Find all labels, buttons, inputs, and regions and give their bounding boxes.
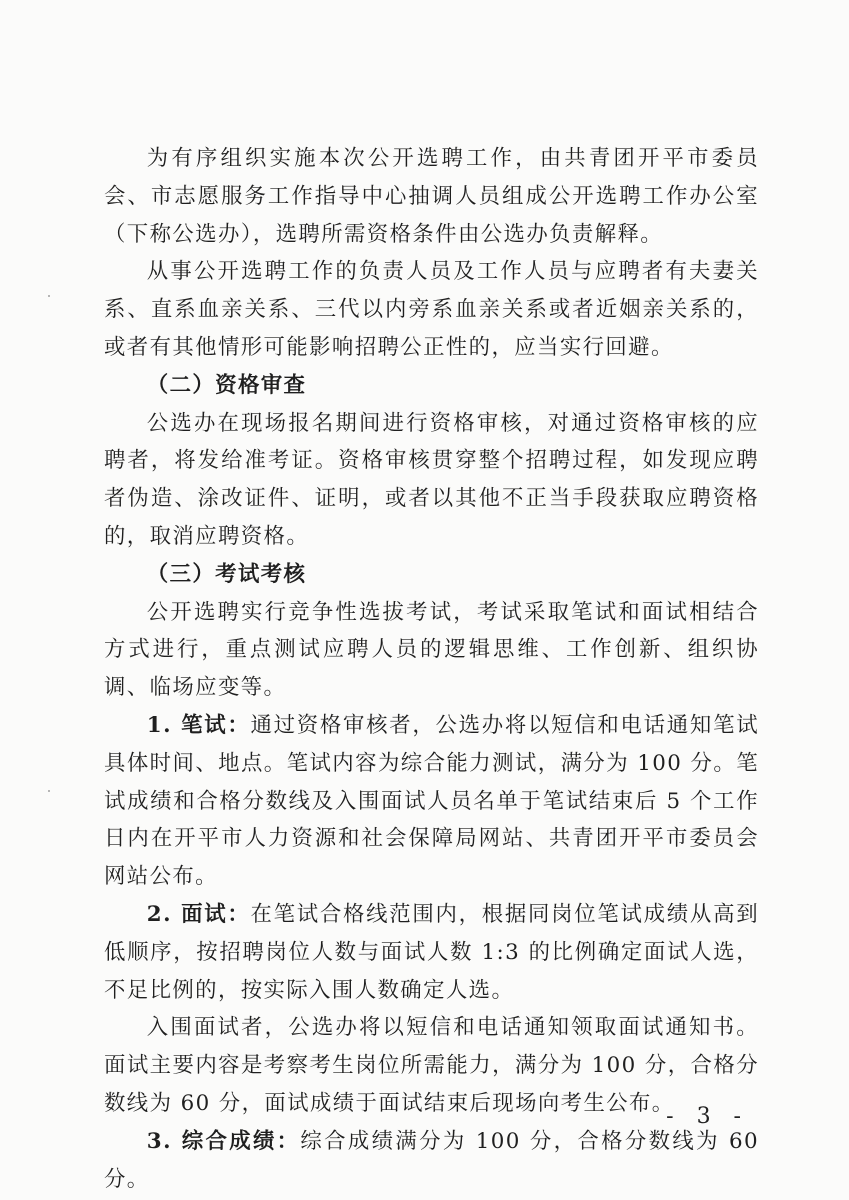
paragraph-text: 在笔试合格线范围内，根据同岗位笔试成绩从高到低顺序，按招聘岗位人数与面试人数 1:3 的比例确定面试人选，不足比例的，按实际入围人数确定人选。 [104, 901, 759, 1003]
margin-mark [48, 790, 50, 792]
section-heading-text: （二）资格审查 [146, 372, 307, 398]
paragraph-text: 从事公开选聘工作的负责人员及工作人员与应聘者有夫妻关系、直系血亲关系、三代以内旁系血亲关系或者近姻亲关系的，或者有其他情形可能影响招聘公正性的，应当实行回避。 [104, 259, 759, 360]
paragraph [104, 1123, 759, 1199]
paragraph [104, 140, 759, 253]
paragraph-lead: 3. 综合成绩： [146, 1128, 301, 1154]
section-heading [104, 556, 759, 594]
page-number: - 3 - [666, 1104, 749, 1129]
paragraph-text: 公开选聘实行竞争性选拔考试，考试采取笔试和面试相结合方式进行，重点测试应聘人员的逻辑思维、工作创新、组织协调、临场应变等。 [104, 599, 759, 701]
paragraph [104, 1009, 759, 1122]
paragraph-text: 为有序组织实施本次公开选聘工作，由共青团开平市委员会、市志愿服务工作指导中心抽调人员组成公开选聘工作办公室（下称公选办），选聘所需资格条件由公选办负责解释。 [104, 146, 759, 247]
section-heading [104, 367, 759, 405]
paragraph-text: 入围面试者，公选办将以短信和电话通知领取面试通知书。面试主要内容是考察考生岗位所需能力，满分为 100 分，合格分数线为 60 分，面试成绩于面试结束后现场向考生公布。 [104, 1015, 759, 1116]
document-body [104, 140, 759, 1198]
paragraph-lead: 1. 笔试： [146, 712, 251, 738]
paragraph [104, 896, 759, 1009]
paragraph [104, 594, 759, 707]
paragraph-text: 综合成绩满分为 100 分，合格分数线为 60 分。 [104, 1128, 759, 1192]
paragraph-text: 通过资格审核者，公选办将以短信和电话通知笔试具体时间、地点。笔试内容为综合能力测试，满分为 100 分。笔试成绩和合格分数线及入围面试人员名单于笔试结束后 5 个工作日内在开平市人力资源和社会保障局网站、共青团开平市委员会网站公布。 [104, 712, 759, 890]
paragraph-lead: 2. 面试： [146, 901, 251, 927]
paragraph [104, 405, 759, 556]
paragraph-text: 公选办在现场报名期间进行资格审核，对通过资格审核的应聘者，将发给准考证。资格审核贯穿整个招聘过程，如发现应聘者伪造、涂改证件、证明，或者以其他不正当手段获取应聘资格的，取消应聘资格。 [104, 410, 759, 549]
paragraph [104, 707, 759, 896]
margin-mark [48, 295, 50, 297]
paragraph [104, 253, 759, 366]
section-heading-text: （三）考试考核 [146, 561, 307, 587]
